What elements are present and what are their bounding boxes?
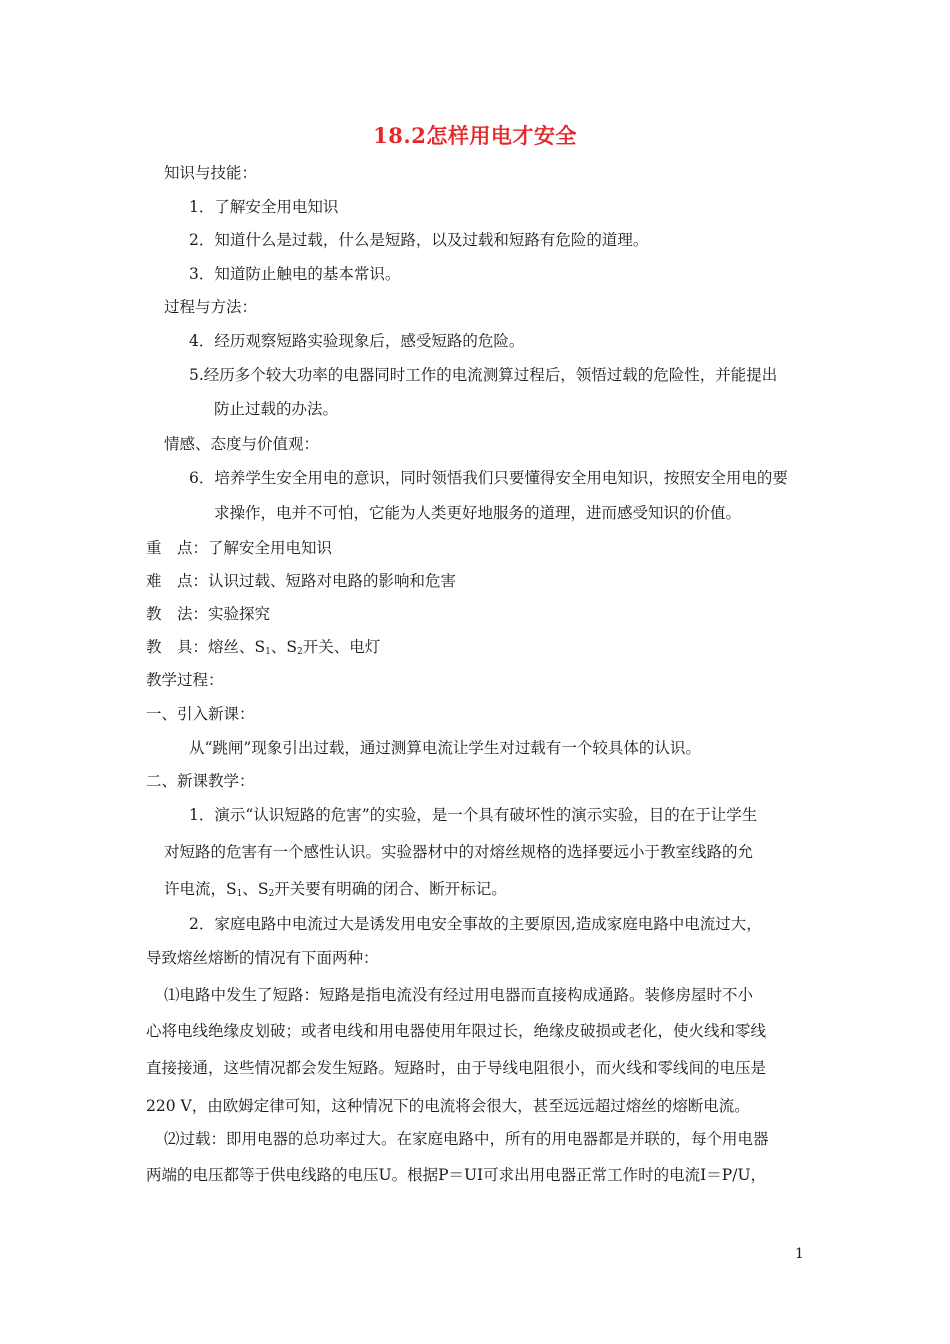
case-1-line1: ⑴电路中发生了短路：短路是指电流没有经过用电器而直接构成通路。装修房屋时不小 (164, 986, 754, 1004)
objective-1: 1．了解安全用电知识 (189, 198, 339, 216)
tools-mid: 、S (270, 638, 297, 656)
step-1-prefix: 许电流，S (164, 880, 237, 898)
case-2-line1: ⑵过载：即用电器的总功率过大。在家庭电路中，所有的用电器都是并联的，每个用电器 (164, 1130, 769, 1148)
page-title: 18.2怎样用电才安全 (373, 123, 577, 148)
objective-3: 3．知道防止触电的基本常识。 (189, 265, 401, 283)
tools-sub-1: 1 (265, 647, 271, 657)
objective-6-line2: 求操作，电并不可怕，它能为人类更好地服务的道理，进而感受知识的价值。 (214, 504, 742, 522)
attitude-heading: 情感、态度与价值观： (164, 435, 320, 453)
new-lesson-heading: 二、新课教学： (146, 772, 255, 790)
objective-5-line1: 5.经历多个较大功率的电器同时工作的电流测算过程后，领悟过载的危险性，并能提出 (189, 366, 778, 384)
key-point: 重 点：了解安全用电知识 (146, 539, 333, 557)
step-1-mid: 、S (242, 880, 269, 898)
case-1-line3: 直接接通，这些情况都会发生短路。短路时，由于导线电阻很小，而火线和零线间的电压是 (146, 1059, 767, 1077)
step-2-line1: 2．家庭电路中电流过大是诱发用电安全事故的主要原因,造成家庭电路中电流过大， (189, 915, 762, 933)
tools-suffix: 开关、电灯 (302, 638, 381, 656)
tools-prefix: 教 具：熔丝、S (146, 638, 266, 656)
step-1-suffix: 开关要有明确的闭合、断开标记。 (274, 880, 507, 898)
objective-6-line1: 6．培养学生安全用电的意识，同时领悟我们只要懂得安全用电知识，按照安全用电的要 (189, 469, 788, 487)
step-1-line1: 1．演示“认识短路的危害”的实验，是一个具有破坏性的演示实验，目的在于让学生 (189, 806, 758, 824)
step-1-line2: 对短路的危害有一个感性认识。实验器材中的对熔丝规格的选择要远小于教室线路的允 (164, 843, 754, 861)
objective-4: 4．经历观察短路实验现象后，感受短路的危险。 (189, 332, 525, 350)
page-number: 1 (795, 1246, 804, 1262)
teaching-method: 教 法：实验探究 (146, 605, 271, 623)
step-2-line2: 导致熔丝熔断的情况有下面两种： (146, 949, 379, 967)
process-heading: 过程与方法： (164, 298, 258, 316)
step-1-sub-1: 1 (236, 889, 243, 899)
tools-sub-2: 2 (296, 647, 303, 657)
objective-5-line2: 防止过载的办法。 (214, 400, 339, 418)
intro-text: 从“跳闸”现象引出过载，通过测算电流让学生对过载有一个较具体的认识。 (189, 739, 701, 757)
intro-heading: 一、引入新课： (146, 705, 255, 723)
knowledge-heading: 知识与技能： (164, 164, 258, 182)
objective-2: 2．知道什么是过载，什么是短路，以及过载和短路有危险的道理。 (189, 231, 649, 249)
case-1-line4: 220 V，由欧姆定律可知，这种情况下的电流将会很大，甚至远远超过熔丝的熔断电流。 (146, 1097, 750, 1115)
step-1-sub-2: 2 (268, 889, 275, 899)
case-1-line2: 心将电线绝缘皮划破；或者电线和用电器使用年限过长，绝缘皮破损或老化，使火线和零线 (146, 1022, 767, 1040)
step-1-line3 (164, 879, 507, 904)
teaching-tools (146, 637, 380, 662)
case-2-line2: 两端的电压都等于供电线路的电压U。根据P＝UI可求出用电器正常工作时的电流I＝P/U， (146, 1166, 767, 1184)
teaching-process-heading: 教学过程： (146, 671, 224, 689)
difficulty: 难 点：认识过载、短路对电路的影响和危害 (146, 572, 457, 590)
